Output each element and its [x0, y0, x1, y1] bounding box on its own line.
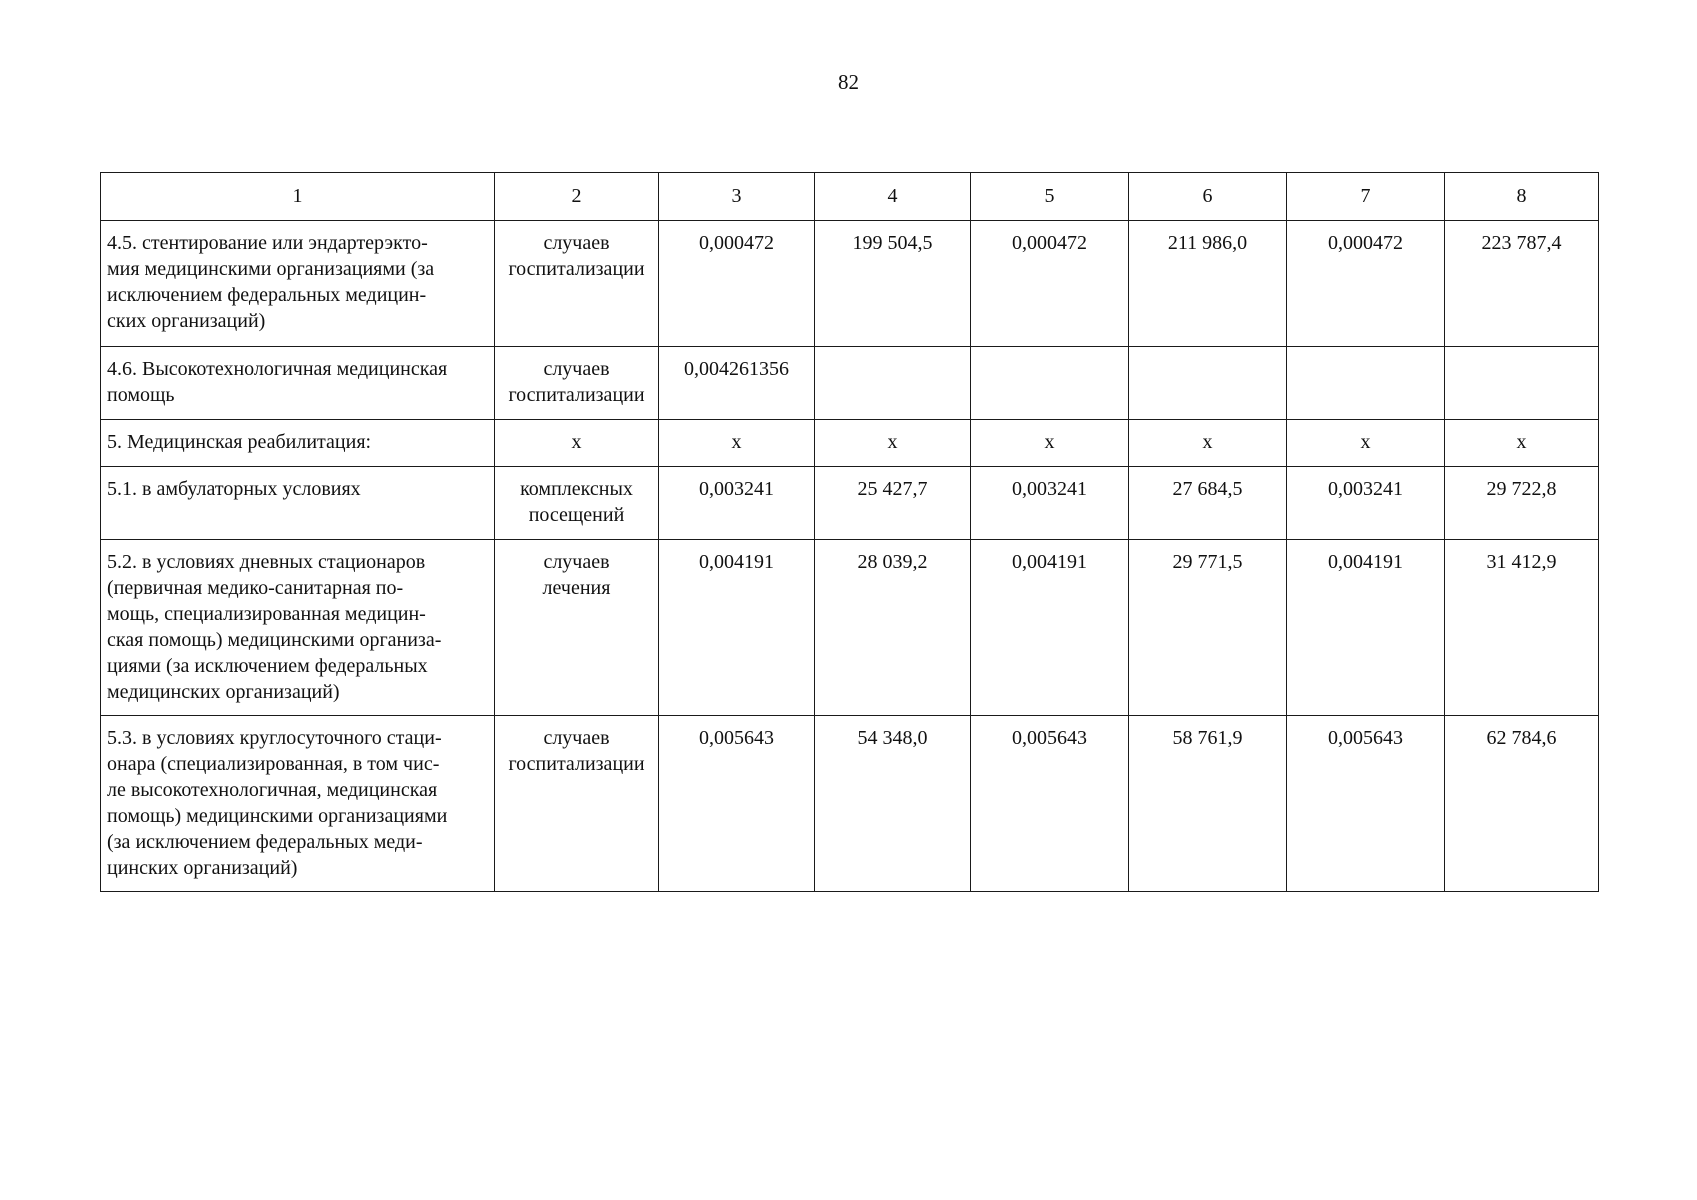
- unit-cell: [495, 221, 659, 347]
- row-name-line: циями (за исключением федеральных: [107, 655, 428, 677]
- table-row: [101, 467, 1599, 540]
- table-row: [101, 716, 1599, 892]
- unit-line: госпитализации: [508, 384, 645, 406]
- value-cell-c3: х: [659, 420, 815, 467]
- row-name-line: 4.6. Высокотехнологичная медицинская: [107, 358, 448, 380]
- table-row: [101, 420, 1599, 467]
- value-cell-c7: [1287, 347, 1445, 420]
- column-number-3: 3: [659, 173, 815, 221]
- value-cell-c3: 0,004261356: [659, 347, 815, 420]
- value-cell-c7: 0,003241: [1287, 467, 1445, 540]
- row-name-line: ских организаций): [107, 310, 266, 332]
- unit-line: лечения: [542, 577, 611, 599]
- value-cell-c3: 0,005643: [659, 716, 815, 892]
- row-name-line: онара (специализированная, в том чис-: [107, 753, 440, 775]
- row-name-cell: [101, 221, 495, 347]
- value-cell-c5: 0,005643: [971, 716, 1129, 892]
- value-cell-c7: 0,004191: [1287, 540, 1445, 716]
- column-number-5: 5: [971, 173, 1129, 221]
- value-cell-c5: [971, 347, 1129, 420]
- row-name-cell: [101, 347, 495, 420]
- row-name-line: 5.3. в условиях круглосуточного стаци-: [107, 727, 442, 749]
- value-cell-c6: 211 986,0: [1129, 221, 1287, 347]
- row-name-line: 5.1. в амбулаторных условиях: [107, 478, 361, 500]
- unit-line: посещений: [528, 504, 625, 526]
- column-number-4: 4: [815, 173, 971, 221]
- row-name-line: 5. Медицинская реабилитация:: [107, 431, 372, 453]
- value-cell-c7: 0,000472: [1287, 221, 1445, 347]
- row-name-line: исключением федеральных медицин-: [107, 284, 427, 306]
- column-number-1: 1: [101, 173, 495, 221]
- table-row: [101, 540, 1599, 716]
- value-cell-c6: 58 761,9: [1129, 716, 1287, 892]
- value-cell-c5: 0,000472: [971, 221, 1129, 347]
- row-name-line: 4.5. стентирование или эндартерэкто-: [107, 232, 428, 254]
- value-cell-c5: х: [971, 420, 1129, 467]
- value-cell-c3: 0,003241: [659, 467, 815, 540]
- row-name-cell: [101, 467, 495, 540]
- unit-line: случаев: [543, 232, 610, 254]
- value-cell-c5: 0,003241: [971, 467, 1129, 540]
- unit-cell: [495, 716, 659, 892]
- value-cell-c6: 29 771,5: [1129, 540, 1287, 716]
- row-name-line: (за исключением федеральных меди-: [107, 831, 423, 853]
- unit-cell: [495, 420, 659, 467]
- value-cell-c4: 28 039,2: [815, 540, 971, 716]
- value-cell-c6: х: [1129, 420, 1287, 467]
- unit-cell: [495, 347, 659, 420]
- value-cell-c4: х: [815, 420, 971, 467]
- row-name-line: цинских организаций): [107, 857, 298, 879]
- row-name-cell: [101, 540, 495, 716]
- unit-cell: [495, 467, 659, 540]
- value-cell-c5: 0,004191: [971, 540, 1129, 716]
- column-number-2: 2: [495, 173, 659, 221]
- table-header-row: [101, 173, 1599, 221]
- unit-line: случаев: [543, 358, 610, 380]
- value-cell-c7: х: [1287, 420, 1445, 467]
- value-cell-c8: [1445, 347, 1599, 420]
- row-name-line: (первичная медико-санитарная по-: [107, 577, 404, 599]
- row-name-line: мия медицинскими организациями (за: [107, 258, 435, 280]
- value-cell-c7: 0,005643: [1287, 716, 1445, 892]
- unit-line: х: [571, 431, 582, 453]
- table-row: [101, 221, 1599, 347]
- value-cell-c8: 223 787,4: [1445, 221, 1599, 347]
- row-name-line: медицинских организаций): [107, 681, 340, 703]
- value-cell-c4: [815, 347, 971, 420]
- unit-line: госпитализации: [508, 753, 645, 775]
- column-number-6: 6: [1129, 173, 1287, 221]
- unit-line: госпитализации: [508, 258, 645, 280]
- value-cell-c8: х: [1445, 420, 1599, 467]
- row-name-line: мощь, специализированная медицин-: [107, 603, 426, 625]
- unit-line: случаев: [543, 551, 610, 573]
- table-row: [101, 347, 1599, 420]
- value-cell-c6: 27 684,5: [1129, 467, 1287, 540]
- financing-norms-table: [100, 172, 1599, 892]
- row-name-line: 5.2. в условиях дневных стационаров: [107, 551, 426, 573]
- column-number-7: 7: [1287, 173, 1445, 221]
- row-name-cell: [101, 716, 495, 892]
- row-name-cell: [101, 420, 495, 467]
- value-cell-c8: 31 412,9: [1445, 540, 1599, 716]
- unit-cell: [495, 540, 659, 716]
- column-number-8: 8: [1445, 173, 1599, 221]
- unit-line: комплексных: [520, 478, 633, 500]
- value-cell-c8: 62 784,6: [1445, 716, 1599, 892]
- value-cell-c4: 25 427,7: [815, 467, 971, 540]
- row-name-line: помощь: [107, 384, 175, 406]
- row-name-line: помощь) медицинскими организациями: [107, 805, 448, 827]
- row-name-line: ле высокотехнологичная, медицинская: [107, 779, 438, 801]
- row-name-line: ская помощь) медицинскими организа-: [107, 629, 442, 651]
- value-cell-c6: [1129, 347, 1287, 420]
- unit-line: случаев: [543, 727, 610, 749]
- page-number: 82: [838, 70, 859, 94]
- value-cell-c3: 0,000472: [659, 221, 815, 347]
- value-cell-c3: 0,004191: [659, 540, 815, 716]
- value-cell-c4: 199 504,5: [815, 221, 971, 347]
- value-cell-c8: 29 722,8: [1445, 467, 1599, 540]
- value-cell-c4: 54 348,0: [815, 716, 971, 892]
